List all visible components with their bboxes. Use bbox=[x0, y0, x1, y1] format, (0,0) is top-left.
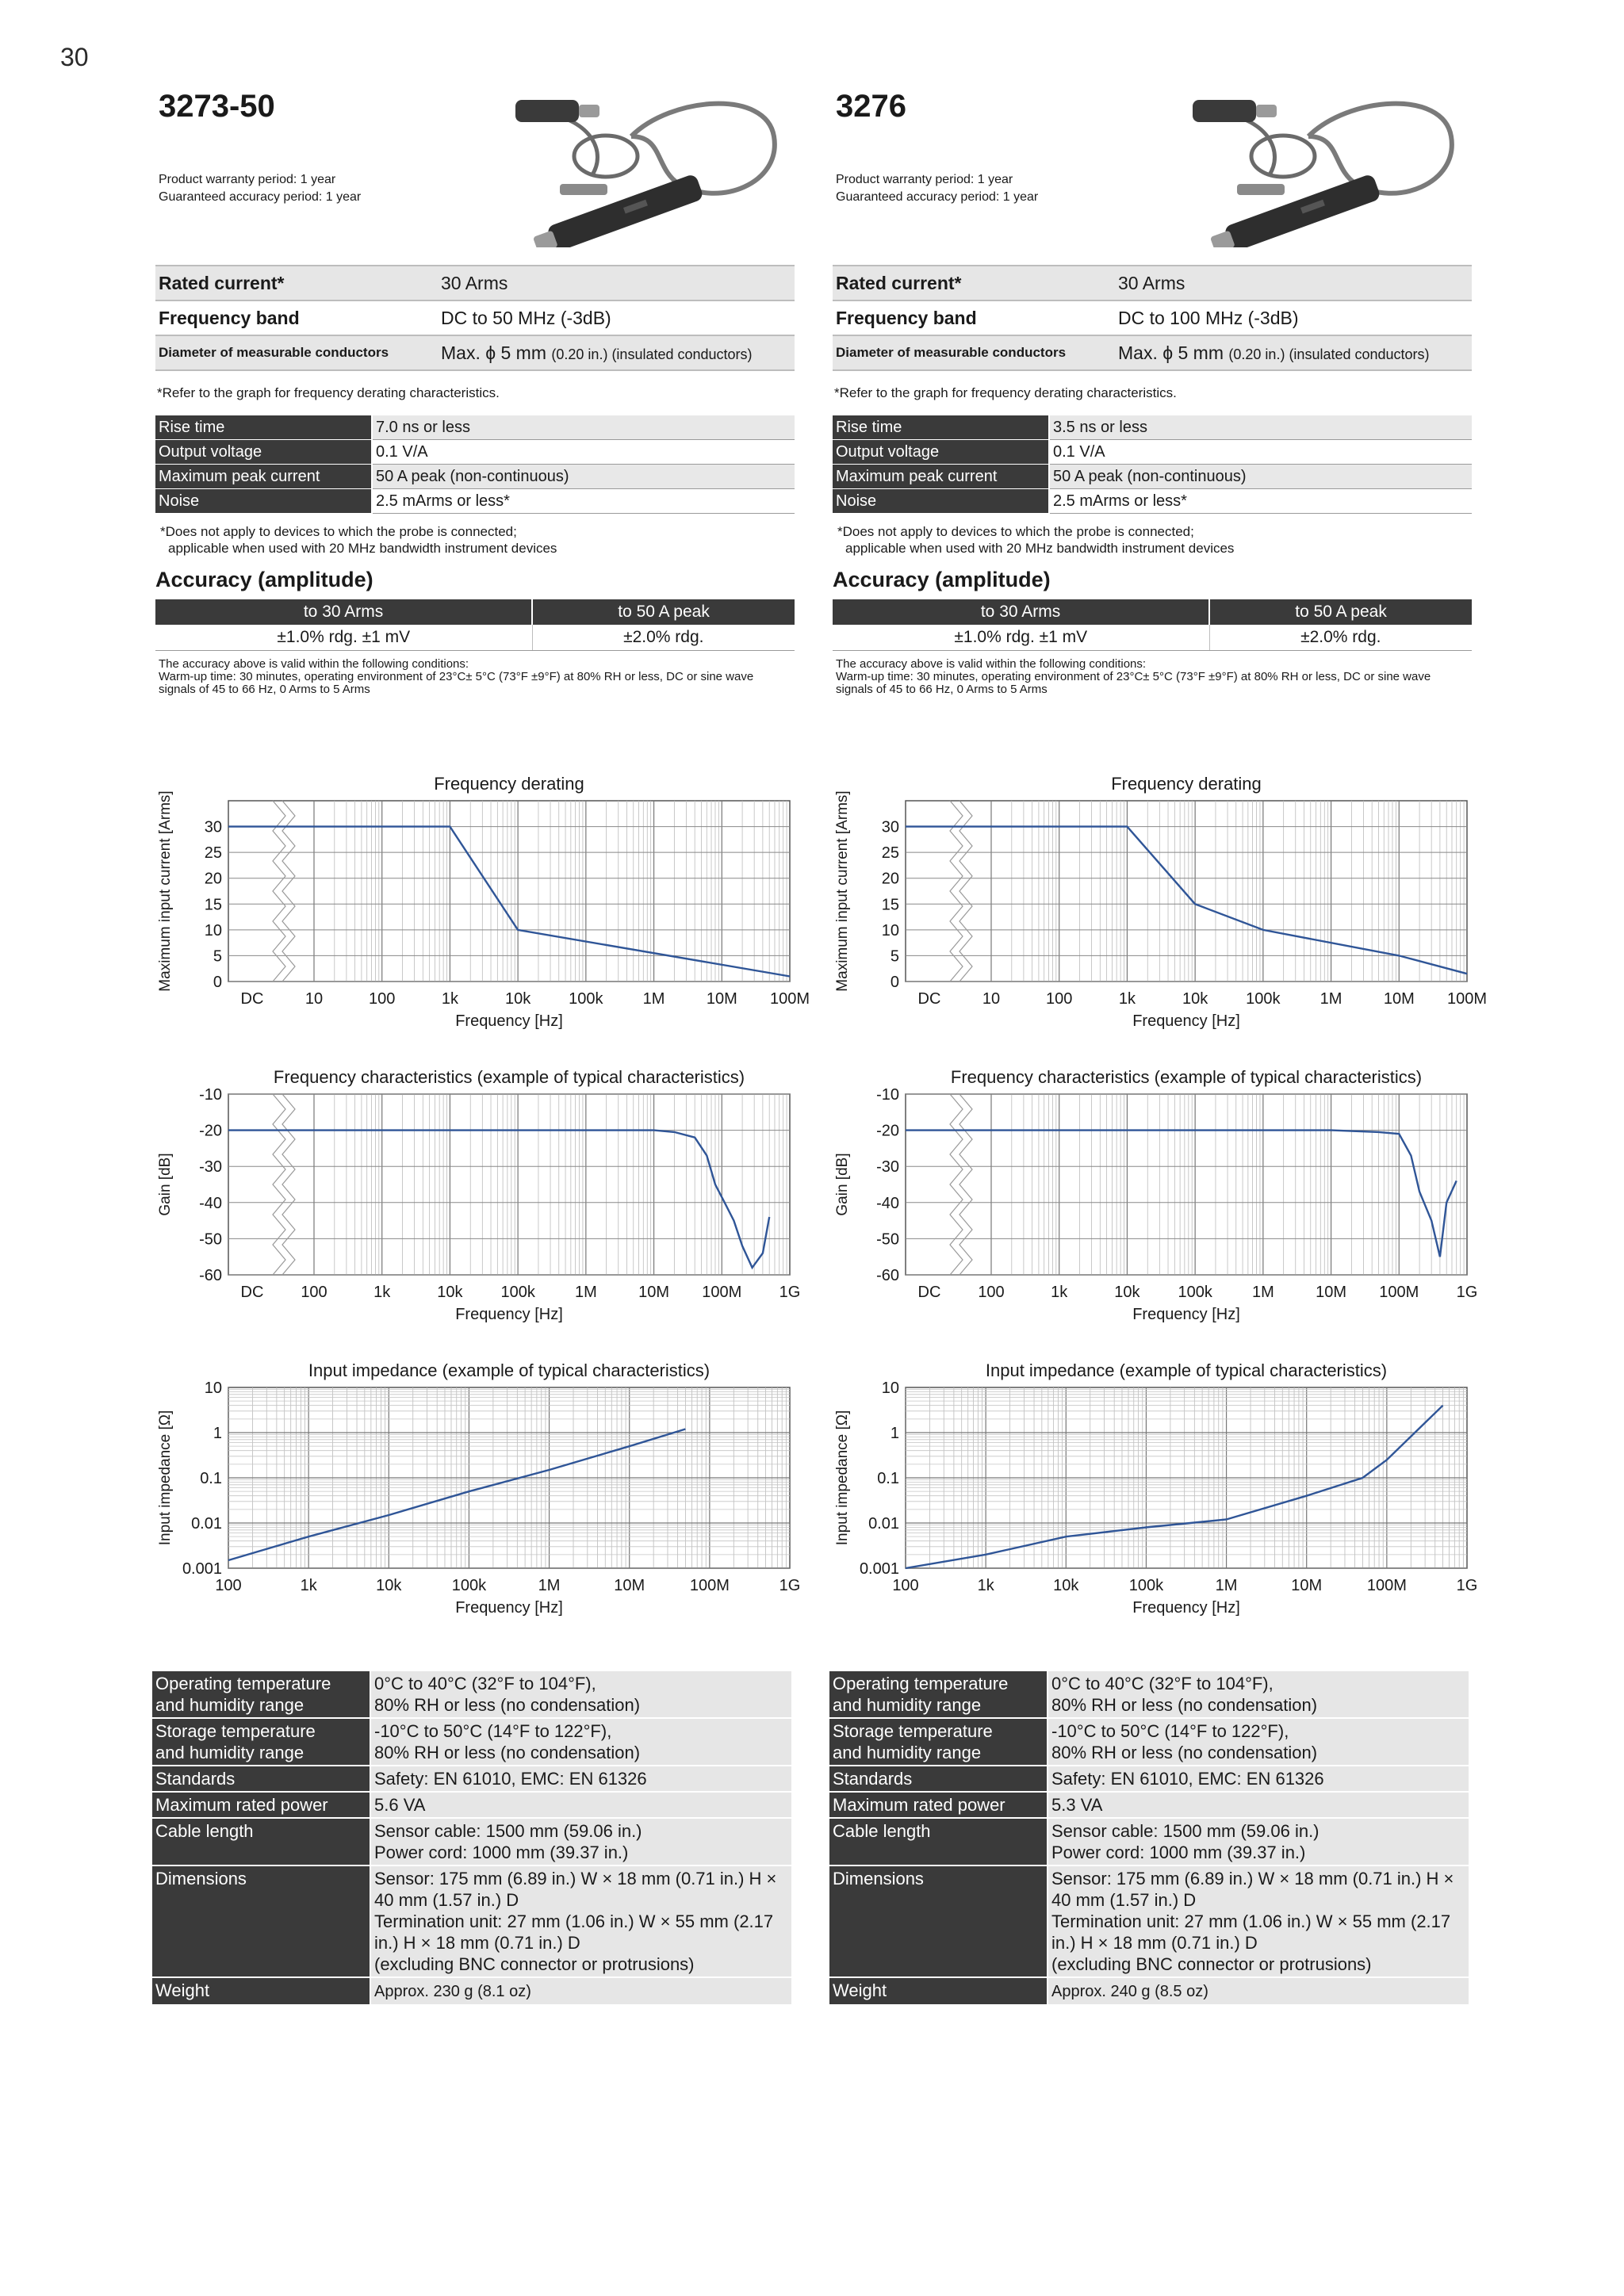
chart-input-impedance bbox=[833, 1348, 1478, 1625]
x-tick-label: 100M bbox=[702, 1284, 742, 1301]
spec-row bbox=[155, 440, 795, 465]
accuracy-note bbox=[159, 658, 793, 696]
spec-value bbox=[1048, 1977, 1469, 2005]
product-column-3273-50 bbox=[155, 0, 810, 2296]
spec-row bbox=[152, 1866, 791, 1977]
y-tick-label: 5 bbox=[890, 947, 899, 966]
accuracy-header: to 50 A peak bbox=[532, 599, 795, 625]
y-tick-label: 0.1 bbox=[877, 1470, 899, 1487]
y-tick-label: 20 bbox=[204, 870, 222, 888]
accuracy-note-line: The accuracy above is valid within the following conditions: bbox=[159, 657, 469, 671]
value-line: 80% RH or less (no condensation) bbox=[1051, 1695, 1318, 1715]
dc-segment-background bbox=[229, 1095, 313, 1274]
accuracy-note-line: Warm-up time: 30 minutes, operating environment of 23°C± 5°C (73°F ±9°F) at 80% RH or less, DC or sine wave signals of 45 to 66 Hz, 0 Arms to 5 Arms bbox=[836, 670, 1431, 696]
value-line: 40 mm (1.57 in.) D bbox=[374, 1890, 519, 1910]
spec-label: Output voltage bbox=[833, 440, 1049, 465]
spec-value: Safety: EN 61010, EMC: EN 61326 bbox=[370, 1766, 791, 1792]
spec-label: Frequency band bbox=[155, 300, 438, 335]
x-tick-label: 10k bbox=[1114, 1284, 1140, 1301]
accuracy-note-line: The accuracy above is valid within the following conditions: bbox=[836, 657, 1147, 671]
accuracy-value: ±2.0% rdg. bbox=[1209, 625, 1472, 651]
spec-row bbox=[833, 465, 1472, 489]
accuracy-value: ±1.0% rdg. ±1 mV bbox=[833, 625, 1209, 651]
x-tick-label: 100 bbox=[892, 1577, 919, 1594]
spec-row bbox=[152, 1718, 791, 1766]
x-tick-label: 100 bbox=[1046, 990, 1073, 1008]
spec-label: Cable length bbox=[152, 1818, 370, 1866]
spec-label: Dimensions bbox=[829, 1866, 1048, 1977]
spec-row bbox=[829, 1818, 1469, 1866]
y-tick-label: 10 bbox=[881, 921, 899, 939]
spec-row bbox=[829, 1977, 1469, 2005]
y-tick-label: 0 bbox=[890, 974, 899, 991]
label-line: and humidity range bbox=[833, 1743, 982, 1762]
spec-label: Maximum peak current bbox=[833, 465, 1049, 489]
spec-value: 0.1 V/A bbox=[1049, 440, 1472, 465]
y-tick-label: -10 bbox=[199, 1086, 222, 1104]
value-line: Termination unit: 27 mm (1.06 in.) W × 55 mm (2.17 bbox=[1051, 1911, 1451, 1931]
spec-row bbox=[152, 1818, 791, 1866]
x-axis-label: Frequency [Hz] bbox=[455, 1599, 563, 1617]
x-tick-label: DC bbox=[917, 990, 941, 1008]
y-tick-label: 0.1 bbox=[200, 1470, 222, 1487]
x-tick-label: 10M bbox=[1291, 1577, 1323, 1594]
spec-value bbox=[438, 335, 795, 370]
label-line: and humidity range bbox=[833, 1695, 982, 1715]
chart-frequency-derating bbox=[833, 761, 1488, 1039]
x-axis-label: Frequency [Hz] bbox=[1132, 1012, 1240, 1030]
value-line: in.) H × 18 mm (0.71 in.) D bbox=[1051, 1933, 1258, 1953]
chart-title: Frequency characteristics (example of typical characteristics) bbox=[273, 1067, 745, 1087]
spec-value bbox=[1048, 1818, 1469, 1866]
x-tick-label: 1M bbox=[642, 990, 665, 1008]
x-tick-label: 1k bbox=[300, 1577, 317, 1594]
x-axis-label: Frequency [Hz] bbox=[455, 1306, 563, 1323]
spec-row bbox=[155, 489, 795, 514]
y-tick-label: 20 bbox=[881, 870, 899, 888]
x-tick-label: 10M bbox=[1383, 990, 1415, 1008]
x-tick-label: 100M bbox=[1366, 1577, 1407, 1594]
y-tick-label: -20 bbox=[199, 1122, 222, 1140]
spec-row bbox=[155, 335, 795, 370]
x-tick-label: 10M bbox=[638, 1284, 670, 1301]
spec-value: 2.5 mArms or less* bbox=[372, 489, 795, 514]
y-tick-label: 1 bbox=[890, 1425, 899, 1442]
product-photo bbox=[1189, 89, 1459, 247]
spec-label bbox=[152, 1718, 370, 1766]
x-tick-label: 100 bbox=[978, 1284, 1005, 1301]
spec-value bbox=[370, 1866, 791, 1977]
spec-label: Standards bbox=[829, 1766, 1048, 1792]
x-tick-label: 10 bbox=[982, 990, 1001, 1008]
spec-label: Rise time bbox=[833, 415, 1049, 440]
spec-label bbox=[829, 1718, 1048, 1766]
diameter-value: Max. ϕ 5 mm bbox=[441, 342, 547, 363]
spec-row bbox=[829, 1766, 1469, 1792]
spec-label: Dimensions bbox=[152, 1866, 370, 1977]
y-tick-label: 0.001 bbox=[859, 1560, 899, 1578]
spec-value bbox=[1048, 1718, 1469, 1766]
spec-row bbox=[833, 489, 1472, 514]
electrical-spec-table bbox=[155, 415, 795, 514]
spec-row bbox=[152, 1671, 791, 1718]
spec-row bbox=[829, 1718, 1469, 1766]
x-tick-label: 100 bbox=[301, 1284, 327, 1301]
spec-value bbox=[370, 1671, 791, 1718]
product-photo bbox=[512, 89, 782, 247]
y-tick-label: -30 bbox=[199, 1158, 222, 1177]
value-line: -10°C to 50°C (14°F to 122°F), bbox=[1051, 1721, 1289, 1741]
x-tick-label: 10k bbox=[1053, 1577, 1079, 1594]
spec-row bbox=[152, 1766, 791, 1792]
value-line: 0°C to 40°C (32°F to 104°F), bbox=[374, 1674, 596, 1693]
y-tick-label: -20 bbox=[876, 1122, 899, 1140]
y-axis-label: Gain [dB] bbox=[834, 1153, 851, 1216]
chart-title: Frequency characteristics (example of typical characteristics) bbox=[950, 1067, 1423, 1087]
general-spec-table bbox=[829, 1671, 1469, 2006]
spec-label: Maximum peak current bbox=[155, 465, 372, 489]
x-tick-label: 100M bbox=[1379, 1284, 1419, 1301]
value-line: Power cord: 1000 mm (39.37 in.) bbox=[374, 1843, 629, 1862]
spec-value: 30 Arms bbox=[438, 266, 795, 300]
diameter-detail: (0.20 in.) (insulated conductors) bbox=[551, 346, 753, 362]
accuracy-value: ±1.0% rdg. ±1 mV bbox=[155, 625, 532, 651]
x-tick-label: 100k bbox=[1246, 990, 1281, 1008]
device-note-line: applicable when used with 20 MHz bandwidth instrument devices bbox=[168, 541, 557, 556]
value-line: 40 mm (1.57 in.) D bbox=[1051, 1890, 1197, 1910]
spec-row bbox=[829, 1671, 1469, 1718]
device-note-line: applicable when used with 20 MHz bandwidth instrument devices bbox=[845, 541, 1235, 556]
spec-label: Noise bbox=[155, 489, 372, 514]
y-tick-label: 10 bbox=[204, 921, 222, 939]
spec-label: Noise bbox=[833, 489, 1049, 514]
x-tick-label: DC bbox=[917, 1284, 941, 1301]
spec-value: Safety: EN 61010, EMC: EN 61326 bbox=[1048, 1766, 1469, 1792]
spec-row bbox=[829, 1866, 1469, 1977]
weight-value: Approx. 240 g (8.5 oz) bbox=[1051, 1983, 1208, 2000]
spec-label bbox=[152, 1671, 370, 1718]
spec-row bbox=[833, 415, 1472, 440]
x-tick-label: 10M bbox=[706, 990, 737, 1008]
x-tick-label: 100 bbox=[215, 1577, 242, 1594]
x-tick-label: 1M bbox=[1215, 1577, 1238, 1594]
x-tick-label: 100k bbox=[1178, 1284, 1212, 1301]
spec-label: Rated current* bbox=[833, 266, 1115, 300]
spec-value: 5.3 VA bbox=[1048, 1792, 1469, 1818]
value-line: -10°C to 50°C (14°F to 122°F), bbox=[374, 1721, 612, 1741]
device-note-line: *Does not apply to devices to which the probe is connected; bbox=[160, 524, 517, 539]
value-line: 80% RH or less (no condensation) bbox=[374, 1743, 641, 1762]
refer-note: *Refer to the graph for frequency derating characteristics. bbox=[157, 385, 500, 400]
spec-value bbox=[370, 1718, 791, 1766]
spec-row bbox=[155, 465, 795, 489]
label-line: Operating temperature bbox=[833, 1674, 1009, 1693]
x-tick-label: DC bbox=[240, 1284, 264, 1301]
spec-value: DC to 100 MHz (-3dB) bbox=[1115, 300, 1472, 335]
x-tick-label: 10M bbox=[1316, 1284, 1347, 1301]
y-axis-label: Maximum input current [Arms] bbox=[157, 790, 174, 992]
y-tick-label: 0.01 bbox=[868, 1515, 899, 1533]
y-tick-label: 0.01 bbox=[191, 1515, 222, 1533]
spec-value bbox=[370, 1818, 791, 1866]
spec-label: Rated current* bbox=[155, 266, 438, 300]
x-tick-label: 100M bbox=[1446, 990, 1488, 1008]
model-title: 3276 bbox=[836, 89, 906, 124]
value-line: 80% RH or less (no condensation) bbox=[374, 1695, 641, 1715]
value-line: Sensor: 175 mm (6.89 in.) W × 18 mm (0.71 in.) H × bbox=[1051, 1869, 1454, 1888]
chart-frequency-characteristics bbox=[155, 1054, 801, 1332]
x-tick-label: 1M bbox=[1251, 1284, 1274, 1301]
y-tick-label: -40 bbox=[199, 1194, 222, 1212]
x-tick-label: 1k bbox=[977, 1577, 994, 1594]
value-line: (excluding BNC connector or protrusions) bbox=[1051, 1954, 1372, 1974]
spec-label: Maximum rated power bbox=[829, 1792, 1048, 1818]
warranty-info bbox=[159, 171, 361, 206]
general-spec-table bbox=[152, 1671, 791, 2006]
label-line: and humidity range bbox=[155, 1743, 304, 1762]
diameter-detail: (0.20 in.) (insulated conductors) bbox=[1228, 346, 1430, 362]
spec-label: Weight bbox=[152, 1977, 370, 2005]
x-tick-label: 100k bbox=[451, 1577, 487, 1594]
spec-label: Weight bbox=[829, 1977, 1048, 2005]
page-number: 30 bbox=[60, 43, 89, 71]
y-tick-label: -50 bbox=[199, 1230, 222, 1249]
accuracy-heading: Accuracy (amplitude) bbox=[155, 568, 373, 591]
spec-label: Frequency band bbox=[833, 300, 1115, 335]
accuracy-note-line: Warm-up time: 30 minutes, operating environment of 23°C± 5°C (73°F ±9°F) at 80% RH or less, DC or sine wave signals of 45 to 66 Hz, 0 Arms to 5 Arms bbox=[159, 670, 754, 696]
spec-value: 30 Arms bbox=[1115, 266, 1472, 300]
spec-value: DC to 50 MHz (-3dB) bbox=[438, 300, 795, 335]
spec-row bbox=[833, 335, 1472, 370]
refer-note: *Refer to the graph for frequency derating characteristics. bbox=[834, 385, 1177, 400]
value-line: Sensor cable: 1500 mm (59.06 in.) bbox=[374, 1821, 642, 1841]
y-axis-label: Gain [dB] bbox=[157, 1153, 174, 1216]
device-note bbox=[837, 523, 1234, 557]
x-tick-label: 100k bbox=[569, 990, 603, 1008]
dc-segment-background bbox=[906, 802, 990, 981]
product-warranty: Product warranty period: 1 year bbox=[159, 173, 336, 186]
spec-label: Maximum rated power bbox=[152, 1792, 370, 1818]
spec-value bbox=[1048, 1671, 1469, 1718]
y-tick-label: 30 bbox=[881, 818, 899, 836]
warranty-info bbox=[836, 171, 1038, 206]
x-tick-label: 1k bbox=[1118, 990, 1136, 1008]
x-tick-label: 100k bbox=[1128, 1577, 1164, 1594]
y-tick-label: 10 bbox=[881, 1380, 899, 1397]
x-tick-label: 100k bbox=[500, 1284, 535, 1301]
y-tick-label: 15 bbox=[881, 896, 899, 914]
y-tick-label: -60 bbox=[199, 1267, 222, 1284]
chart-title: Input impedance (example of typical characteristics) bbox=[985, 1360, 1388, 1380]
value-line: 0°C to 40°C (32°F to 104°F), bbox=[1051, 1674, 1274, 1693]
x-tick-label: 10M bbox=[614, 1577, 645, 1594]
value-line: Sensor: 175 mm (6.89 in.) W × 18 mm (0.71 in.) H × bbox=[374, 1869, 777, 1888]
spec-row bbox=[829, 1792, 1469, 1818]
value-line: in.) H × 18 mm (0.71 in.) D bbox=[374, 1933, 580, 1953]
y-tick-label: -40 bbox=[876, 1194, 899, 1212]
label-line: and humidity range bbox=[155, 1695, 304, 1715]
y-tick-label: -10 bbox=[876, 1086, 899, 1104]
x-tick-label: 1G bbox=[779, 1577, 801, 1594]
spec-row bbox=[152, 1792, 791, 1818]
spec-value: 2.5 mArms or less* bbox=[1049, 489, 1472, 514]
chart-title: Input impedance (example of typical characteristics) bbox=[308, 1360, 710, 1380]
value-line: (excluding BNC connector or protrusions) bbox=[374, 1954, 695, 1974]
y-tick-label: 0.001 bbox=[182, 1560, 222, 1578]
accuracy-header: to 30 Arms bbox=[155, 599, 532, 625]
y-tick-label: -30 bbox=[876, 1158, 899, 1177]
spec-row bbox=[155, 266, 795, 300]
spec-value: 50 A peak (non-continuous) bbox=[1049, 465, 1472, 489]
device-note-line: *Does not apply to devices to which the probe is connected; bbox=[837, 524, 1194, 539]
dc-segment-background bbox=[229, 802, 313, 981]
x-tick-label: 10k bbox=[505, 990, 531, 1008]
spec-label: Output voltage bbox=[155, 440, 372, 465]
value-line: Sensor cable: 1500 mm (59.06 in.) bbox=[1051, 1821, 1320, 1841]
spec-label: Diameter of measurable conductors bbox=[155, 335, 438, 370]
y-tick-label: 25 bbox=[204, 844, 222, 863]
spec-value bbox=[370, 1977, 791, 2005]
x-axis-label: Frequency [Hz] bbox=[455, 1012, 563, 1030]
accuracy-warranty: Guaranteed accuracy period: 1 year bbox=[159, 190, 362, 204]
device-note bbox=[160, 523, 557, 557]
dc-segment-background bbox=[906, 1095, 990, 1274]
y-tick-label: 10 bbox=[204, 1380, 222, 1397]
accuracy-header: to 30 Arms bbox=[833, 599, 1209, 625]
electrical-spec-table bbox=[833, 415, 1472, 514]
y-tick-label: 0 bbox=[213, 974, 222, 991]
x-tick-label: 1M bbox=[574, 1284, 597, 1301]
spec-row bbox=[155, 300, 795, 335]
spec-label bbox=[829, 1671, 1048, 1718]
diameter-value: Max. ϕ 5 mm bbox=[1118, 342, 1224, 363]
x-tick-label: 10k bbox=[437, 1284, 463, 1301]
x-tick-label: 1G bbox=[1456, 1284, 1478, 1301]
accuracy-heading: Accuracy (amplitude) bbox=[833, 568, 1051, 591]
x-tick-label: 100M bbox=[689, 1577, 730, 1594]
y-tick-label: 25 bbox=[881, 844, 899, 863]
value-line: Power cord: 1000 mm (39.37 in.) bbox=[1051, 1843, 1306, 1862]
y-axis-label: Input impedance [Ω] bbox=[157, 1410, 174, 1546]
spec-value: 7.0 ns or less bbox=[372, 415, 795, 440]
product-warranty: Product warranty period: 1 year bbox=[836, 173, 1013, 186]
label-line: Storage temperature bbox=[155, 1721, 316, 1741]
main-spec-table bbox=[833, 265, 1472, 371]
spec-value: 0.1 V/A bbox=[372, 440, 795, 465]
y-tick-label: 15 bbox=[204, 896, 222, 914]
model-title: 3273-50 bbox=[159, 89, 275, 124]
x-tick-label: 10k bbox=[376, 1577, 402, 1594]
y-axis-label: Input impedance [Ω] bbox=[834, 1410, 851, 1546]
x-tick-label: 1k bbox=[1051, 1284, 1068, 1301]
accuracy-warranty: Guaranteed accuracy period: 1 year bbox=[836, 190, 1039, 204]
chart-frequency-derating bbox=[155, 761, 810, 1039]
x-tick-label: 10 bbox=[304, 990, 324, 1008]
weight-value: Approx. 230 g (8.1 oz) bbox=[374, 1983, 531, 2000]
y-tick-label: 1 bbox=[213, 1425, 222, 1442]
x-tick-label: 100M bbox=[769, 990, 810, 1008]
x-tick-label: 1k bbox=[373, 1284, 391, 1301]
main-spec-table bbox=[155, 265, 795, 371]
label-line: Operating temperature bbox=[155, 1674, 331, 1693]
y-tick-label: -60 bbox=[876, 1267, 899, 1284]
x-tick-label: 1G bbox=[1456, 1577, 1478, 1594]
chart-title: Frequency derating bbox=[1111, 774, 1262, 794]
accuracy-note bbox=[836, 658, 1470, 696]
value-line: 80% RH or less (no condensation) bbox=[1051, 1743, 1318, 1762]
spec-value: 3.5 ns or less bbox=[1049, 415, 1472, 440]
value-line: Termination unit: 27 mm (1.06 in.) W × 55 mm (2.17 bbox=[374, 1911, 774, 1931]
spec-label: Rise time bbox=[155, 415, 372, 440]
spec-value bbox=[1048, 1866, 1469, 1977]
spec-value: 5.6 VA bbox=[370, 1792, 791, 1818]
x-axis-label: Frequency [Hz] bbox=[1132, 1599, 1240, 1617]
spec-row bbox=[833, 440, 1472, 465]
x-tick-label: 1M bbox=[1320, 990, 1342, 1008]
y-tick-label: 5 bbox=[213, 947, 222, 966]
x-axis-label: Frequency [Hz] bbox=[1132, 1306, 1240, 1323]
spec-value bbox=[1115, 335, 1472, 370]
spec-row bbox=[155, 415, 795, 440]
accuracy-value: ±2.0% rdg. bbox=[532, 625, 795, 651]
x-tick-label: 1M bbox=[538, 1577, 561, 1594]
spec-label: Cable length bbox=[829, 1818, 1048, 1866]
x-tick-label: DC bbox=[240, 990, 264, 1008]
spec-label: Diameter of measurable conductors bbox=[833, 335, 1115, 370]
accuracy-table bbox=[833, 599, 1472, 651]
product-column-3276 bbox=[833, 0, 1488, 2296]
accuracy-header: to 50 A peak bbox=[1209, 599, 1472, 625]
x-tick-label: 10k bbox=[1182, 990, 1208, 1008]
chart-input-impedance bbox=[155, 1348, 801, 1625]
y-tick-label: 30 bbox=[204, 818, 222, 836]
spec-row bbox=[833, 266, 1472, 300]
spec-row bbox=[152, 1977, 791, 2005]
y-axis-label: Maximum input current [Arms] bbox=[834, 790, 851, 992]
chart-frequency-characteristics bbox=[833, 1054, 1478, 1332]
x-tick-label: 100 bbox=[369, 990, 396, 1008]
x-tick-label: 1G bbox=[779, 1284, 801, 1301]
chart-title: Frequency derating bbox=[434, 774, 584, 794]
spec-value: 50 A peak (non-continuous) bbox=[372, 465, 795, 489]
x-tick-label: 1k bbox=[441, 990, 458, 1008]
accuracy-table bbox=[155, 599, 795, 651]
label-line: Storage temperature bbox=[833, 1721, 993, 1741]
spec-label: Standards bbox=[152, 1766, 370, 1792]
spec-row bbox=[833, 300, 1472, 335]
y-tick-label: -50 bbox=[876, 1230, 899, 1249]
